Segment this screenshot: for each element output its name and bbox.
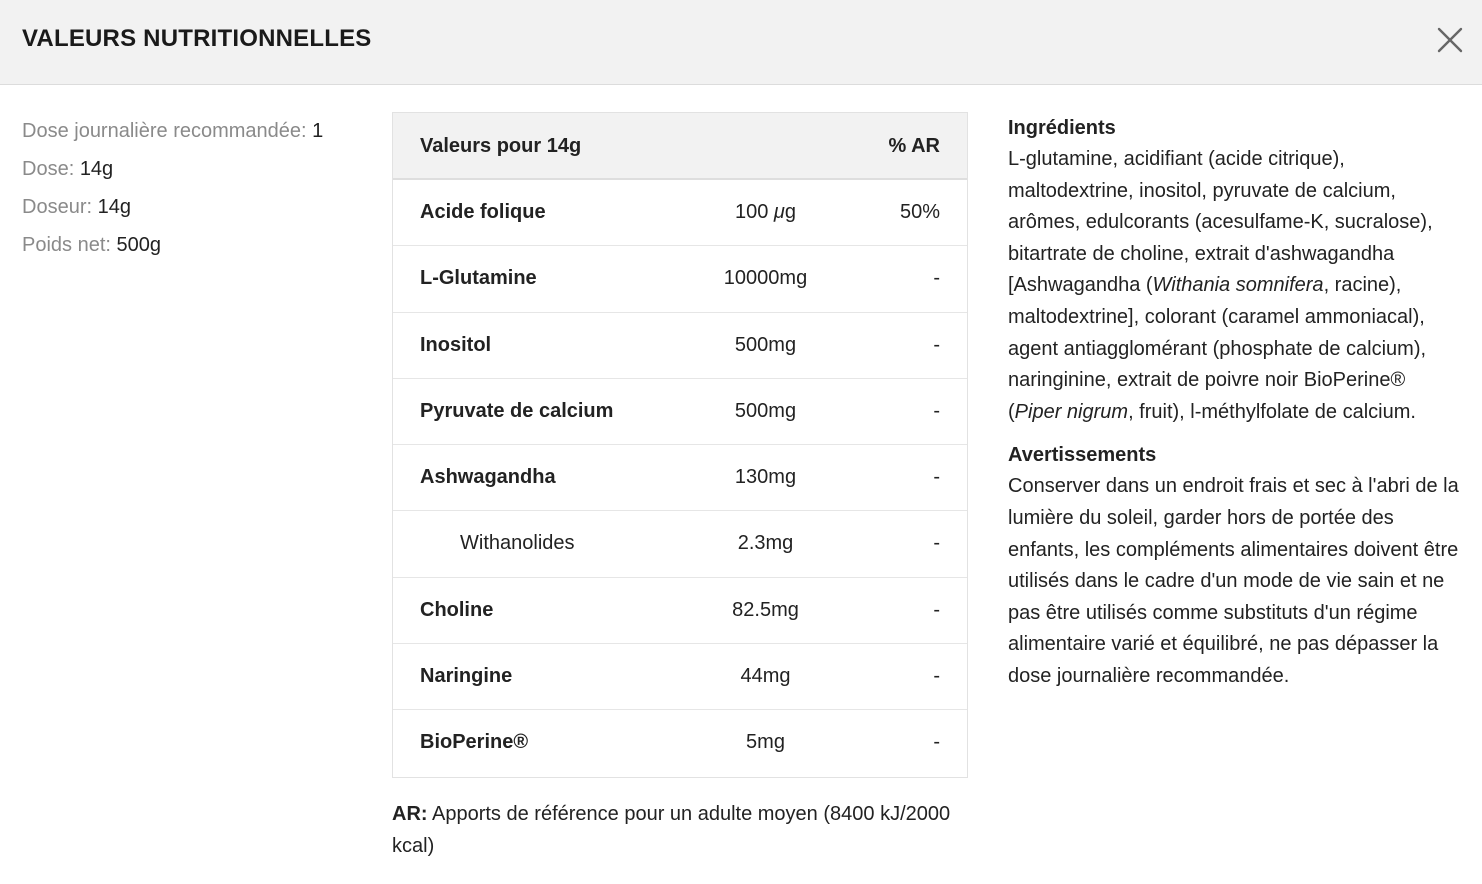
table-row — [393, 644, 967, 710]
info-label: Doseur: — [22, 196, 98, 218]
ar-footnote — [392, 798, 952, 862]
table-row — [393, 313, 967, 379]
nutrient-ar: - — [933, 399, 940, 422]
nutrient-amount: 10000mg — [723, 267, 808, 290]
info-label: Dose journalière recommandée: — [22, 120, 313, 142]
column-header-ar: % AR — [888, 135, 940, 157]
info-value: 500g — [116, 234, 162, 256]
info-value: 1 — [312, 120, 324, 142]
nutrient-amount: 130mg — [734, 466, 797, 489]
nutrient-ar: - — [933, 532, 940, 555]
table-header — [393, 113, 967, 180]
info-row-dose — [22, 150, 372, 188]
info-row-scoop — [22, 188, 372, 226]
ingredients-text: L-glutamine, acidifiant (acide citrique), maltodextrine, inositol, pyruvate de calcium, arômes, edulcorants (acesulfame-K, sucralose), bitartrate de choline, extrait d'ashwagandha [Ashwagandha (Withania somnifera, racine), maltodextrine], colorant (caramel ammoniacal), agent antiagglomérant (phosphate de calcium), naringinine, extrait de poivre noir BioPerine® (Piper nigrum, fruit), l-méthylfolate de calcium. — [1008, 148, 1433, 423]
nutrient-name: Pyruvate de calcium — [420, 399, 614, 422]
table-row — [393, 246, 967, 312]
nutrient-ar: - — [933, 267, 940, 290]
ar-footnote-label: AR: — [392, 803, 428, 825]
ingredients-title: Ingrédients — [1008, 117, 1116, 139]
info-row-daily-dose — [22, 112, 372, 150]
nutrient-ar: - — [933, 466, 940, 489]
table-row — [393, 180, 967, 246]
close-button[interactable] — [1434, 24, 1466, 56]
nutrient-amount: 82.5mg — [732, 598, 799, 621]
table-row — [393, 445, 967, 511]
nutrient-name: L-Glutamine — [420, 267, 537, 290]
column-header-values: Valeurs pour 14g — [420, 135, 582, 157]
modal-header — [0, 0, 1482, 85]
warnings-text: Conserver dans un endroit frais et sec à l'abri de la lumière du soleil, garder hors de portée des enfants, les compléments alimentaires doivent être utilisés dans le cadre d'un mode de vie sain et ne pas être utilisés comme substituts d'un régime alimentaire varié et équilibré, ne pas dépasser la dose journalière recommandée. — [1008, 475, 1459, 687]
nutrient-amount: 5mg — [746, 731, 785, 754]
product-info-list — [22, 112, 372, 264]
nutrient-amount: 500mg — [734, 333, 797, 356]
info-value: 14g — [97, 196, 131, 218]
nutrient-name: Choline — [420, 598, 494, 621]
nutrient-ar: - — [933, 333, 940, 356]
nutrient-name: Ashwagandha — [420, 466, 556, 489]
info-value: 14g — [79, 158, 114, 180]
nutrient-amount: 44mg — [740, 665, 791, 688]
nutrient-ar: - — [933, 731, 940, 754]
info-label: Dose: — [22, 158, 80, 180]
nutrient-ar: - — [933, 665, 940, 688]
nutrient-name: Naringine — [420, 665, 513, 688]
modal-title: VALEURS NUTRITIONNELLES — [22, 25, 372, 52]
table-row — [393, 379, 967, 445]
nutrient-ar: - — [933, 598, 940, 621]
nutrition-table — [392, 112, 968, 778]
table-row-sub — [393, 511, 967, 577]
info-label: Poids net: — [22, 234, 117, 256]
details-column — [1008, 113, 1460, 705]
nutrient-name: Acide folique — [420, 201, 546, 223]
close-icon — [1434, 24, 1466, 56]
nutrient-amount: 2.3mg — [737, 532, 794, 555]
warnings-title: Avertissements — [1008, 444, 1157, 467]
nutrient-name: Inositol — [420, 333, 492, 356]
ar-footnote-text: Apports de référence pour un adulte moyen (8400 kJ/2000 kcal) — [392, 803, 951, 857]
nutrient-amount: 100 μg — [734, 201, 797, 223]
info-row-net-weight — [22, 226, 372, 264]
nutrient-ar: 50% — [899, 201, 940, 223]
nutrient-name: BioPerine® — [420, 731, 529, 754]
table-row — [393, 578, 967, 644]
nutrient-amount: 500mg — [734, 399, 797, 422]
nutrient-name: Withanolides — [460, 532, 575, 555]
table-row — [393, 710, 967, 776]
